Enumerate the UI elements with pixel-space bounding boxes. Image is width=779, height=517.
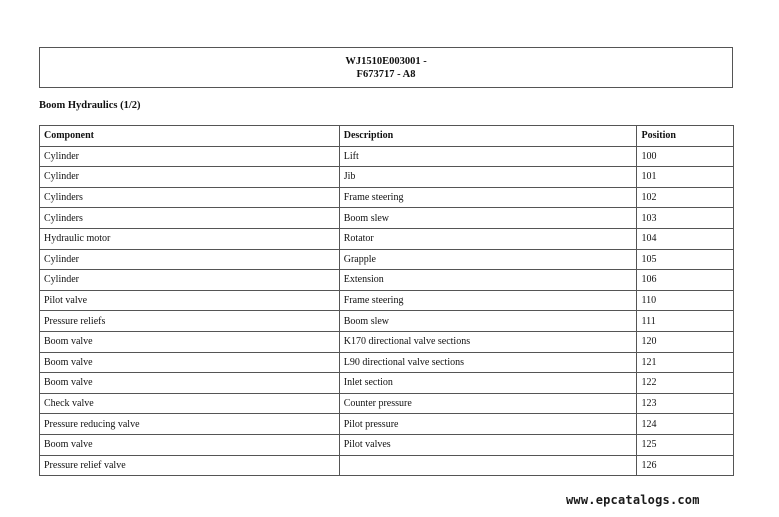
table-row xyxy=(40,208,734,229)
table-row xyxy=(40,228,734,249)
section-title: Boom Hydraulics (1/2) xyxy=(39,100,141,111)
cell-description: Inlet section xyxy=(339,373,637,394)
table-body xyxy=(40,146,734,476)
cell-component: Boom valve xyxy=(40,352,340,373)
table-row xyxy=(40,311,734,332)
cell-description: Extension xyxy=(339,270,637,291)
cell-component: Cylinder xyxy=(40,146,340,167)
column-header-description: Description xyxy=(339,126,637,147)
cell-description: Rotator xyxy=(339,228,637,249)
table-row xyxy=(40,352,734,373)
cell-position: 121 xyxy=(637,352,734,373)
cell-component: Boom valve xyxy=(40,331,340,352)
cell-position: 126 xyxy=(637,455,734,476)
column-header-component: Component xyxy=(40,126,340,147)
table-row xyxy=(40,414,734,435)
cell-position: 102 xyxy=(637,187,734,208)
parts-table xyxy=(39,125,734,476)
table-row xyxy=(40,270,734,291)
cell-description: Counter pressure xyxy=(339,393,637,414)
cell-position: 105 xyxy=(637,249,734,270)
cell-description: Boom slew xyxy=(339,208,637,229)
website-watermark: www.epcatalogs.com xyxy=(566,493,700,507)
cell-position: 120 xyxy=(637,331,734,352)
cell-component: Pressure reducing valve xyxy=(40,414,340,435)
table-row xyxy=(40,434,734,455)
cell-position: 104 xyxy=(637,228,734,249)
cell-component: Pilot valve xyxy=(40,290,340,311)
table-row xyxy=(40,393,734,414)
cell-component: Hydraulic motor xyxy=(40,228,340,249)
table-row xyxy=(40,249,734,270)
cell-position: 125 xyxy=(637,434,734,455)
cell-component: Cylinder xyxy=(40,249,340,270)
cell-component: Cylinders xyxy=(40,187,340,208)
table-row xyxy=(40,167,734,188)
cell-component: Boom valve xyxy=(40,373,340,394)
cell-description: Frame steering xyxy=(339,187,637,208)
cell-component: Pressure relief valve xyxy=(40,455,340,476)
cell-component: Boom valve xyxy=(40,434,340,455)
cell-description xyxy=(339,455,637,476)
cell-position: 101 xyxy=(637,167,734,188)
table-header-row xyxy=(40,126,734,147)
cell-position: 100 xyxy=(637,146,734,167)
table-row xyxy=(40,290,734,311)
document-revision: F673717 - A8 xyxy=(356,69,416,80)
cell-position: 111 xyxy=(637,311,734,332)
cell-position: 110 xyxy=(637,290,734,311)
cell-description: Frame steering xyxy=(339,290,637,311)
document-header xyxy=(39,47,733,88)
cell-description: L90 directional valve sections xyxy=(339,352,637,373)
cell-position: 103 xyxy=(637,208,734,229)
cell-description: Pilot valves xyxy=(339,434,637,455)
cell-position: 123 xyxy=(637,393,734,414)
table-row xyxy=(40,187,734,208)
cell-component: Cylinder xyxy=(40,167,340,188)
cell-description: Grapple xyxy=(339,249,637,270)
cell-component: Cylinders xyxy=(40,208,340,229)
cell-position: 124 xyxy=(637,414,734,435)
table-row xyxy=(40,455,734,476)
table-row xyxy=(40,146,734,167)
cell-description: K170 directional valve sections xyxy=(339,331,637,352)
document-code: WJ1510E003001 - xyxy=(345,56,427,67)
cell-description: Lift xyxy=(339,146,637,167)
column-header-position: Position xyxy=(637,126,734,147)
cell-position: 122 xyxy=(637,373,734,394)
cell-description: Boom slew xyxy=(339,311,637,332)
table-row xyxy=(40,373,734,394)
cell-component: Pressure reliefs xyxy=(40,311,340,332)
cell-component: Cylinder xyxy=(40,270,340,291)
cell-component: Check valve xyxy=(40,393,340,414)
table-row xyxy=(40,331,734,352)
cell-description: Jib xyxy=(339,167,637,188)
cell-position: 106 xyxy=(637,270,734,291)
cell-description: Pilot pressure xyxy=(339,414,637,435)
